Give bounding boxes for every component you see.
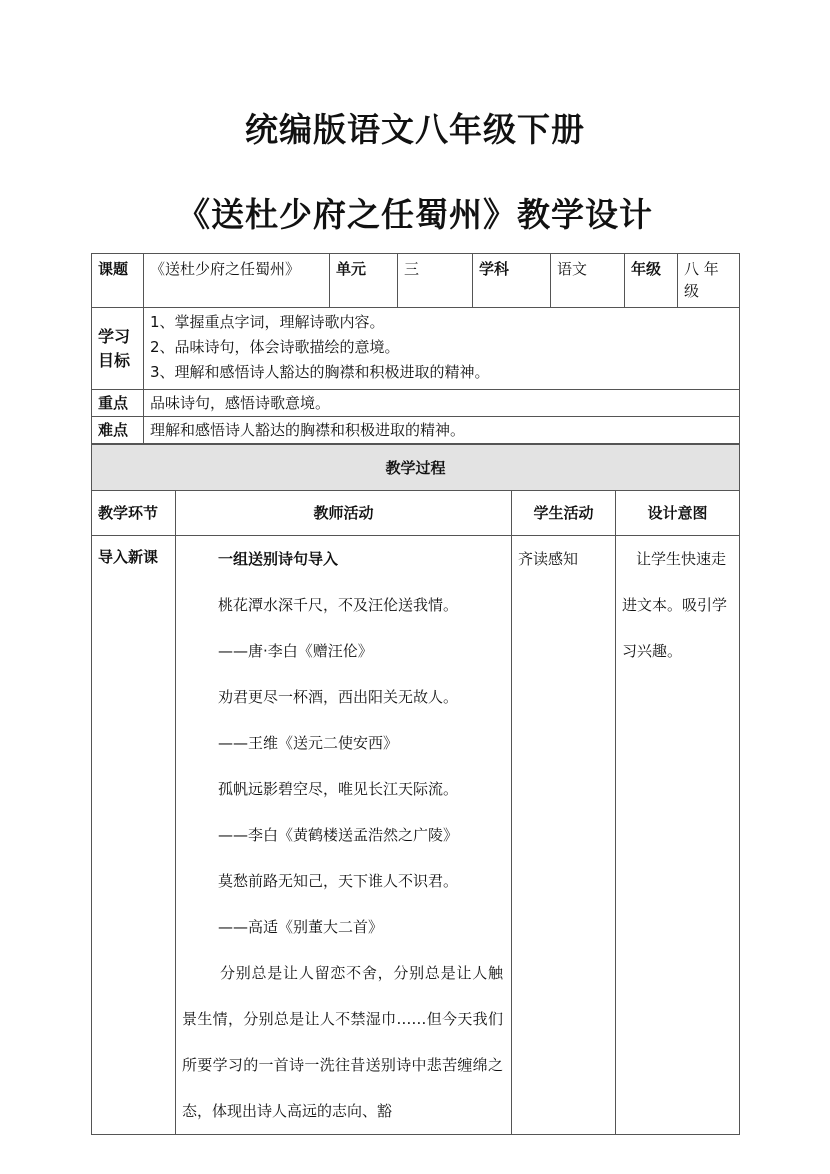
stage-cell: 导入新课 — [92, 536, 176, 1135]
teacher-paragraph: 分别总是让人留恋不舍，分别总是让人触景生情，分别总是让人不禁湿巾……但今天我们所要学习的一首诗一洗往昔送别诗中悲苦缠绵之态，体现出诗人高远的志向、豁 — [182, 964, 503, 1120]
key-point-label: 重点 — [92, 390, 144, 417]
poem-line: 莫愁前路无知己，天下谁人不识君。 — [218, 872, 459, 890]
teacher-activity-cell — [176, 536, 512, 1135]
student-activity-cell — [512, 536, 616, 1135]
column-stage: 教学环节 — [92, 491, 176, 536]
process-header: 教学过程 — [92, 445, 740, 491]
poem-source: ——王维《送元二使安西》 — [218, 734, 399, 752]
poem-line: 孤帆远影碧空尽，唯见长江天际流。 — [218, 780, 459, 798]
info-row — [92, 254, 740, 308]
poem-line: 桃花潭水深千尺，不及汪伦送我情。 — [218, 596, 459, 614]
objectives-list — [144, 308, 740, 390]
difficulty-value: 理解和感悟诗人豁达的胸襟和积极进取的精神。 — [144, 417, 740, 444]
difficulty-row — [92, 417, 740, 444]
unit-label: 单元 — [330, 254, 398, 308]
poem-source: ——李白《黄鹤楼送孟浩然之广陵》 — [218, 826, 459, 844]
student-activity: 齐读感知 — [518, 550, 579, 568]
process-table — [91, 444, 740, 1135]
table-row — [92, 536, 740, 1135]
topic-label: 课题 — [92, 254, 144, 308]
document-subtitle: 《送杜少府之任蜀州》教学设计 — [177, 195, 653, 234]
subject-label: 学科 — [473, 254, 551, 308]
objectives-label: 学习目标 — [92, 308, 144, 390]
objective-item: 1、掌握重点字词，理解诗歌内容。 — [150, 313, 385, 331]
process-header-row — [92, 445, 740, 491]
grade-value: 八 年级 — [678, 254, 740, 308]
poem-line: 劝君更尽一杯酒，西出阳关无故人。 — [218, 688, 459, 706]
column-intent: 设计意图 — [616, 491, 740, 536]
design-intent-cell: 让学生快速走进文本。吸引学习兴趣。 — [616, 536, 740, 1135]
document-title: 统编版语文八年级下册 — [245, 110, 585, 149]
difficulty-label: 难点 — [92, 417, 144, 444]
column-teacher: 教师活动 — [176, 491, 512, 536]
objectives-row — [92, 308, 740, 390]
objective-item: 2、品味诗句，体会诗歌描绘的意境。 — [150, 338, 400, 356]
teacher-heading: 一组送别诗句导入 — [218, 550, 339, 568]
unit-value: 三 — [398, 254, 473, 308]
column-student: 学生活动 — [512, 491, 616, 536]
key-point-value: 品味诗句，感悟诗歌意境。 — [144, 390, 740, 417]
info-table — [91, 253, 740, 444]
process-columns-row — [92, 491, 740, 536]
key-point-row — [92, 390, 740, 417]
poem-source: ——高适《别董大二首》 — [218, 918, 384, 936]
topic-value: 《送杜少府之任蜀州》 — [144, 254, 330, 308]
poem-source: ——唐·李白《赠汪伦》 — [218, 642, 373, 660]
objective-item: 3、理解和感悟诗人豁达的胸襟和积极进取的精神。 — [150, 363, 490, 381]
subject-value: 语文 — [551, 254, 625, 308]
grade-label: 年级 — [625, 254, 678, 308]
